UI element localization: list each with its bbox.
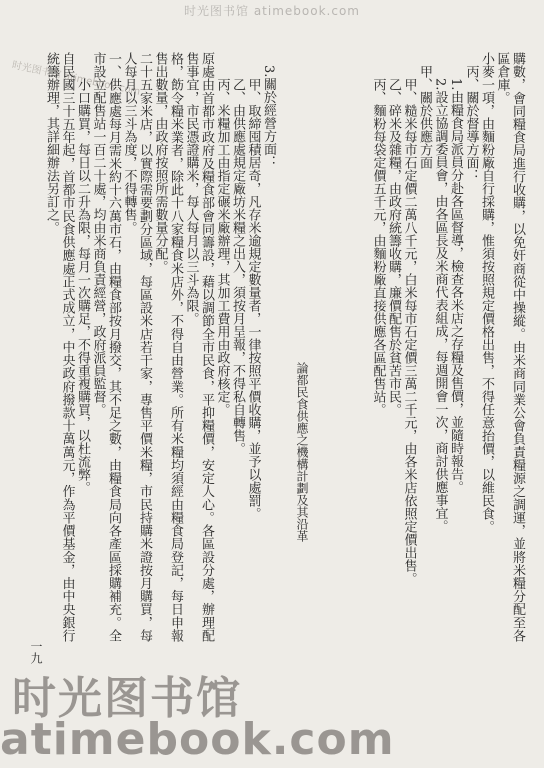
paragraph: 自民國三十五年起，首都市民食供應處正式成立，中央政府撥款十萬萬元，作為平價基金，由中央銀行統籌辦理，其詳細辦法另訂之。 [44, 52, 75, 642]
paragraph: 二十五家米店，以實際需要劃分區域，每區設米店若干家，專售平價米糧，市民持購米證按月購買，每人每月以三斗為度，不得轉售。 [121, 52, 152, 642]
paragraph: 購數，會同糧食局進行收購，以免奸商從中操縱。由米商同業公會負責糧源之調運，並將米糧分配至各區倉庫。 [494, 52, 525, 642]
text-column-left [46, 52, 276, 642]
section-heading: 3.關於經營方面： [261, 65, 276, 169]
text-column-right [285, 52, 525, 642]
section-heading: 甲、關於供應方面 [417, 65, 432, 169]
paragraph: 原處由首都市政府及糧食部會同籌設，藉以調節全市民食，平抑糧價，安定人心。各區設分處，辦理配售事宜，市民憑證購米，每人每月以三斗為限。 [183, 52, 214, 642]
running-title: 論都民食供應之機構計劃及其沿革 [295, 362, 309, 542]
list-item: 乙、碎米及雜糧，由政府統籌收購，廉價配售於貧苦市民。 [386, 78, 401, 416]
watermark-left: 时光图书馆 atimebook.com [10, 59, 142, 98]
watermark-large-name: 时光图书馆 [12, 673, 242, 724]
list-item: 丙、米糧加工由指定碾米廠辦理，其加工費用由政府核定。 [214, 78, 230, 416]
page-number: 一九 [29, 640, 43, 664]
section-heading: 丙、關於督導方面： [463, 65, 479, 182]
paragraph: 格，飭令糧米業者，除此十八家糧食米店外，不得自由營業。所有米糧均須經由糧食局登記，每日申報售出數量，由政府按照所需數量分配。 [152, 52, 183, 642]
list-item: 甲、取締囤積居奇，凡存米逾規定數量者，一律按照平價收購，並予以處罰。 [245, 78, 261, 520]
list-item: 丙、麵粉每袋定價五千元，由麵粉廠直接供應各區配售站。 [370, 78, 386, 416]
list-item: 乙、由供應處規定廠坊米糧之出入，須按月呈報，不得私自轉售。 [230, 78, 245, 455]
watermark-large-url: atimebook.com [0, 714, 395, 765]
list-item: 小口購買，每日以二升為限，每月一次購足，不得重複購買，以杜流弊。 [75, 78, 90, 494]
watermark-top: 时光图书馆 atimebook.com [184, 4, 360, 18]
paragraph: 一、供應處每月需米約十六萬市石，由糧食部按月撥交，其不足之數，由糧食局向各產區採購補充。全市設立配售站一百二十處，均由米商負責經營，政府派員監督。 [90, 52, 121, 642]
list-item: 甲、糙米每市石定價二萬八千元，白米每市石定價三萬二千元，由各米店依照定價出售。 [401, 78, 417, 585]
list-item: 1.由糧食局派員分赴各區督導，檢查各米店之存糧及售價，並隨時報告。 [448, 78, 463, 494]
paragraph: 小麥一項，由麵粉廠自行採購，惟須按照規定價格出售，不得任意抬價，以維民食。 [479, 52, 494, 533]
list-item: 2.設立協調委員會，由各區長及米商代表組成，每週開會一次，商討供應事宜。 [432, 78, 448, 533]
